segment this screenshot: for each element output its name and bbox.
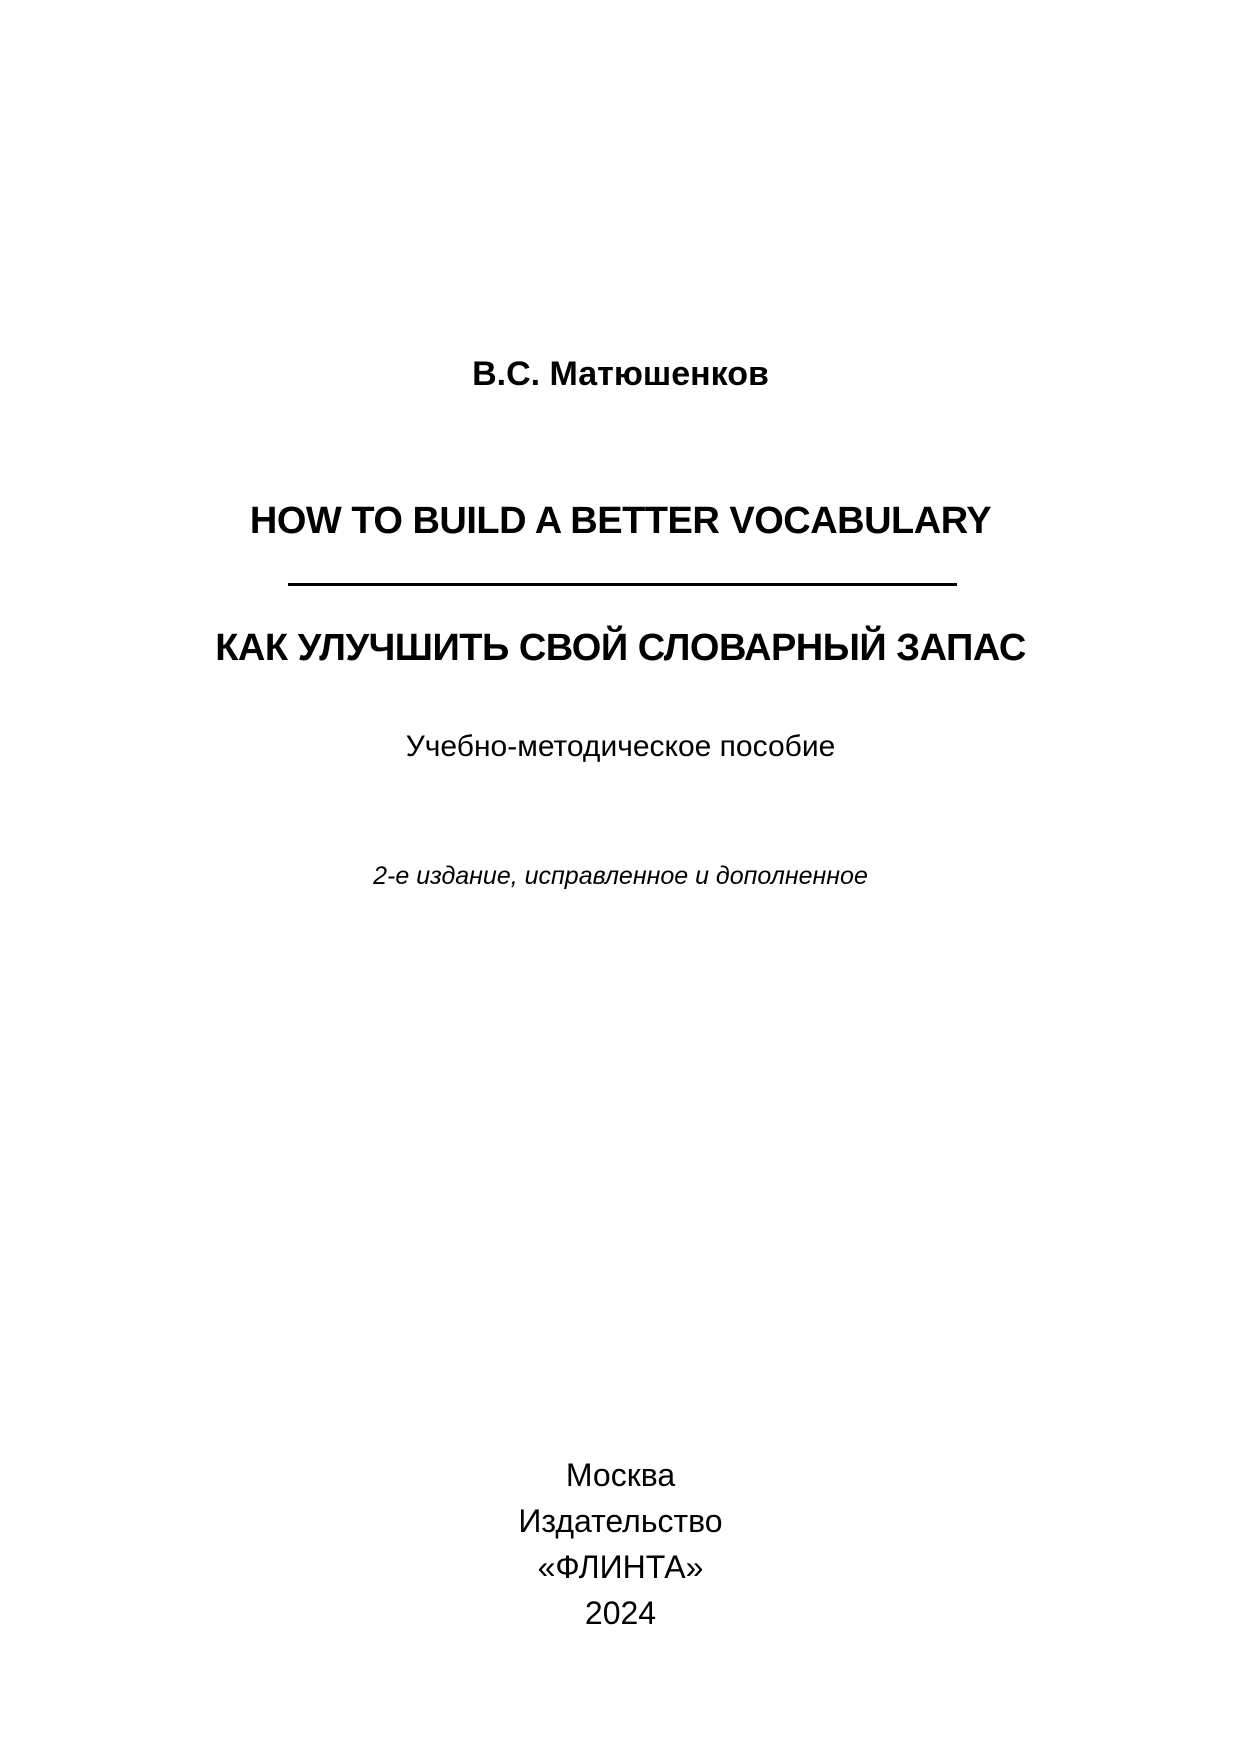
title-divider: [288, 583, 957, 586]
book-subtitle: Учебно-методическое пособие: [405, 730, 836, 763]
imprint-city: Москва: [565, 1457, 676, 1493]
edition-note: 2-е издание, исправленное и дополненное: [373, 862, 868, 890]
imprint-publisher-label: Издательство: [518, 1503, 723, 1539]
author-name: В.С. Матюшенков: [472, 355, 769, 393]
imprint-publisher-name: «ФЛИНТА»: [537, 1549, 704, 1585]
title-english: HOW TO BUILD A BETTER VOCABULARY: [249, 500, 992, 542]
title-russian: КАК УЛУЧШИТЬ СВОЙ СЛОВАРНЫЙ ЗАПАС: [215, 627, 1026, 669]
imprint-block: [0, 1452, 1241, 1636]
imprint-year: 2024: [584, 1595, 657, 1631]
